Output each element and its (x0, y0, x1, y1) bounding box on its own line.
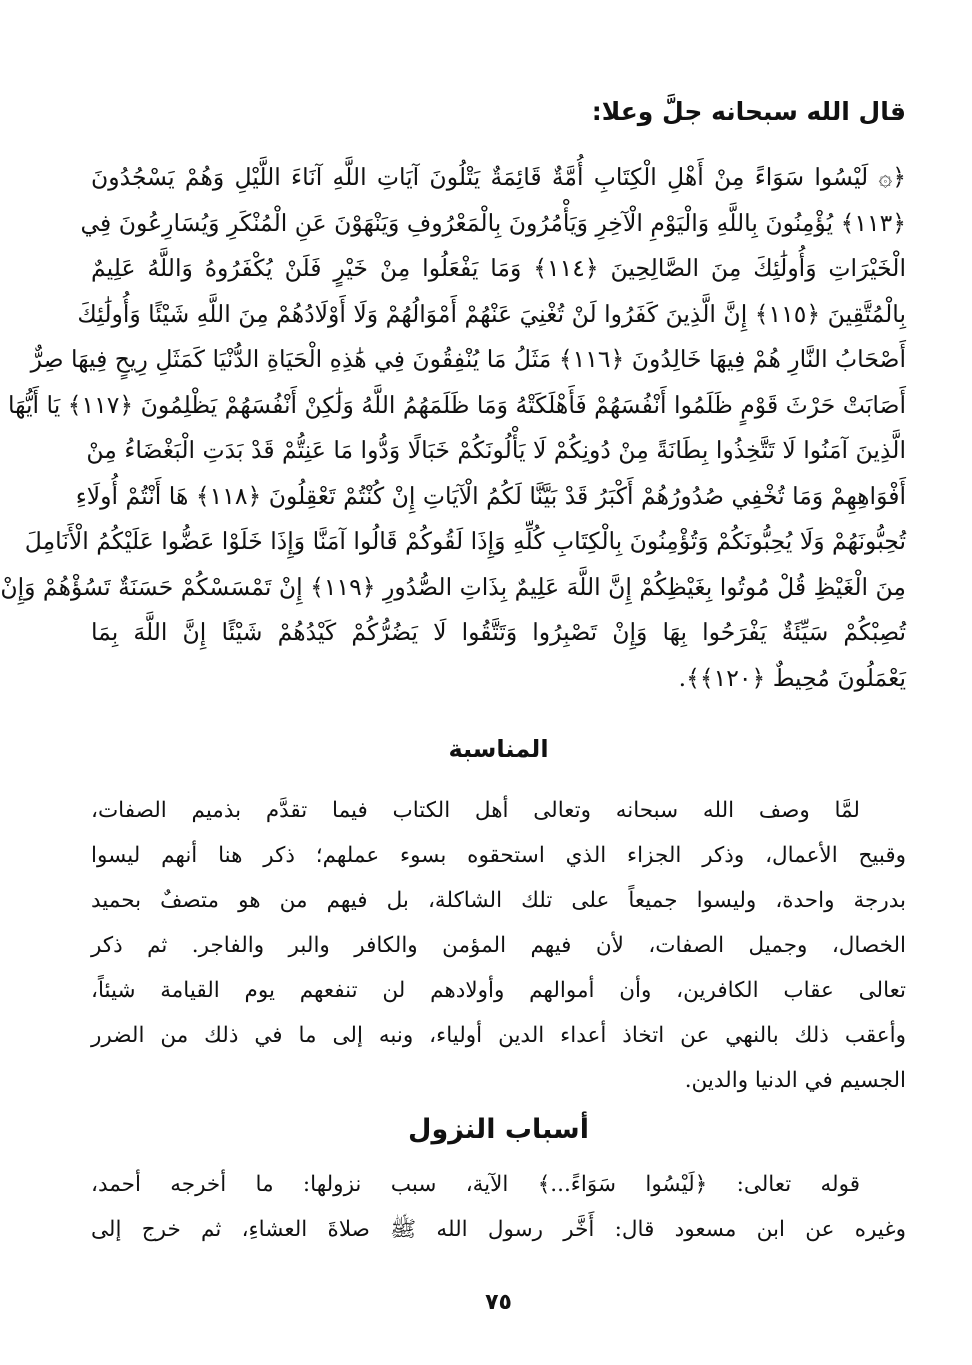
paragraph-line: بدرجة واحدة، وليسوا جميعاً على تلك الشاكلة، بل فيهم من هو متصفٌ بحميد (91, 888, 906, 913)
quran-line: ﴿١١٣﴾ يُؤْمِنُونَ بِاللَّهِ وَالْيَوْمِ الْآخِرِ وَيَأْمُرُونَ بِالْمَعْرُوفِ وَيَنْهَوْنَ عَنِ الْمُنْكَرِ وَيُسَارِعُونَ فِي (80, 208, 906, 237)
quran-line: الْخَيْرَاتِ وَأُولَٰئِكَ مِنَ الصَّالِحِينَ ﴿١١٤﴾ وَمَا يَفْعَلُوا مِنْ خَيْرٍ فَلَنْ يُكْفَرُوهُ وَاللَّهُ عَلِيمٌ (91, 254, 906, 282)
quran-line: بِالْمُتَّقِينَ ﴿١١٥﴾ إِنَّ الَّذِينَ كَفَرُوا لَنْ تُغْنِيَ عَنْهُمْ أَمْوَالُهُمْ وَلَا أَوْلَادُهُمْ مِنَ اللَّهِ شَيْئًا وَأُولَٰئِكَ (77, 299, 906, 328)
intro-heading: قال الله سبحانه جلَّ وعلا: (591, 97, 906, 126)
quran-verses-block (0, 155, 906, 701)
paragraph-line: وأعقب ذلك بالنهي عن اتخاذ أعداء الدين أولياء، ونبه إلى ما في ذلك من الضرر (91, 1023, 906, 1048)
paragraph-line: وقبيح الأعمال، وذكر الجزاء الذي استحقوه بسوء عملهم؛ ذكر هنا أنهم ليسوا (91, 843, 906, 868)
quran-line: الَّذِينَ آمَنُوا لَا تَتَّخِذُوا بِطَانَةً مِنْ دُونِكُمْ لَا يَأْلُونَكُمْ خَبَالًا وَدُّوا مَا عَنِتُّمْ قَدْ بَدَتِ الْبَغْضَاءُ مِنْ (86, 436, 906, 464)
paragraph-line: لمَّا وصف الله سبحانه وتعالى أهل الكتاب فيما تقدَّم بذميم الصفات، (91, 798, 860, 823)
section-heading-munasaba: المناسبة (448, 735, 549, 763)
paragraph-line: قوله تعالى: ﴿لَيْسُوا سَوَاءً...﴾ الآية، سبب نزولها: ما أخرجه أحمد، (91, 1172, 860, 1197)
paragraph-line: الخصال، وجميل الصفات، لأن فيهم المؤمن والكافر والبر والفاجر. ثم ذكر (91, 933, 906, 958)
quran-line: مِنَ الْغَيْظِ قُلْ مُوتُوا بِغَيْظِكُمْ إِنَّ اللَّهَ عَلِيمٌ بِذَاتِ الصُّدُورِ ﴿١١٩﴾ إِنْ تَمْسَسْكُمْ حَسَنَةٌ تَسُؤْهُمْ وَإِنْ (0, 572, 906, 601)
quran-line: يَعْمَلُونَ مُحِيطٌ ﴿١٢٠﴾﴾. (678, 663, 906, 692)
quran-line: تُحِبُّونَهُمْ وَلَا يُحِبُّونَكُمْ وَتُؤْمِنُونَ بِالْكِتَابِ كُلِّهِ وَإِذَا لَقُوكُمْ قَالُوا آمَنَّا وَإِذَا خَلَوْا عَضُّوا عَلَيْكُمُ الْأَنَامِلَ (24, 527, 906, 555)
paragraph-line: تعالى عقاب الكافرين، وأن أموالهم وأولادهم لن تنفعهم يوم القيامة شيئاً، (91, 978, 906, 1003)
quran-line: أَفْوَاهِهِمْ وَمَا تُخْفِي صُدُورُهُمْ أَكْبَرُ قَدْ بَيَّنَّا لَكُمُ الْآيَاتِ إِنْ كُنْتُمْ تَعْقِلُونَ ﴿١١٨﴾ هَا أَنْتُمْ أُولَاءِ (75, 481, 906, 510)
page-number: ٧٥ (485, 1290, 512, 1315)
asbab-paragraph (91, 1162, 906, 1252)
paragraph-line: وغيره عن ابن مسعود قال: أَخَّر رسول الله ﷺ صلاةَ العشاءِ، ثم خرج إلى (91, 1217, 906, 1242)
munasaba-paragraph (91, 788, 906, 1103)
quran-line: ﴿۞ لَيْسُوا سَوَاءً مِنْ أَهْلِ الْكِتَابِ أُمَّةٌ قَائِمَةٌ يَتْلُونَ آيَاتِ اللَّهِ آنَاءَ اللَّيْلِ وَهُمْ يَسْجُدُونَ (91, 163, 906, 191)
paragraph-line: الجسيم في الدنيا والدين. (684, 1068, 906, 1093)
quran-line: أَصَابَتْ حَرْثَ قَوْمٍ ظَلَمُوا أَنْفُسَهُمْ فَأَهْلَكَتْهُ وَمَا ظَلَمَهُمُ اللَّهُ وَلَٰكِنْ أَنْفُسَهُمْ يَظْلِمُونَ ﴿١١٧﴾ يَا أَيُّهَا (8, 390, 906, 419)
section-heading-asbab: أسباب النزول (408, 1114, 589, 1145)
quran-line: تُصِبْكُمْ سَيِّئَةٌ يَفْرَحُوا بِهَا وَإِنْ تَصْبِرُوا وَتَتَّقُوا لَا يَضُرُّكُمْ كَيْدُهُمْ شَيْئًا إِنَّ اللَّهَ بِمَا (91, 618, 906, 646)
quran-line: أَصْحَابُ النَّارِ هُمْ فِيهَا خَالِدُونَ ﴿١١٦﴾ مَثَلُ مَا يُنْفِقُونَ فِي هَٰذِهِ الْحَيَاةِ الدُّنْيَا كَمَثَلِ رِيحٍ فِيهَا صِرٌّ (30, 345, 906, 373)
